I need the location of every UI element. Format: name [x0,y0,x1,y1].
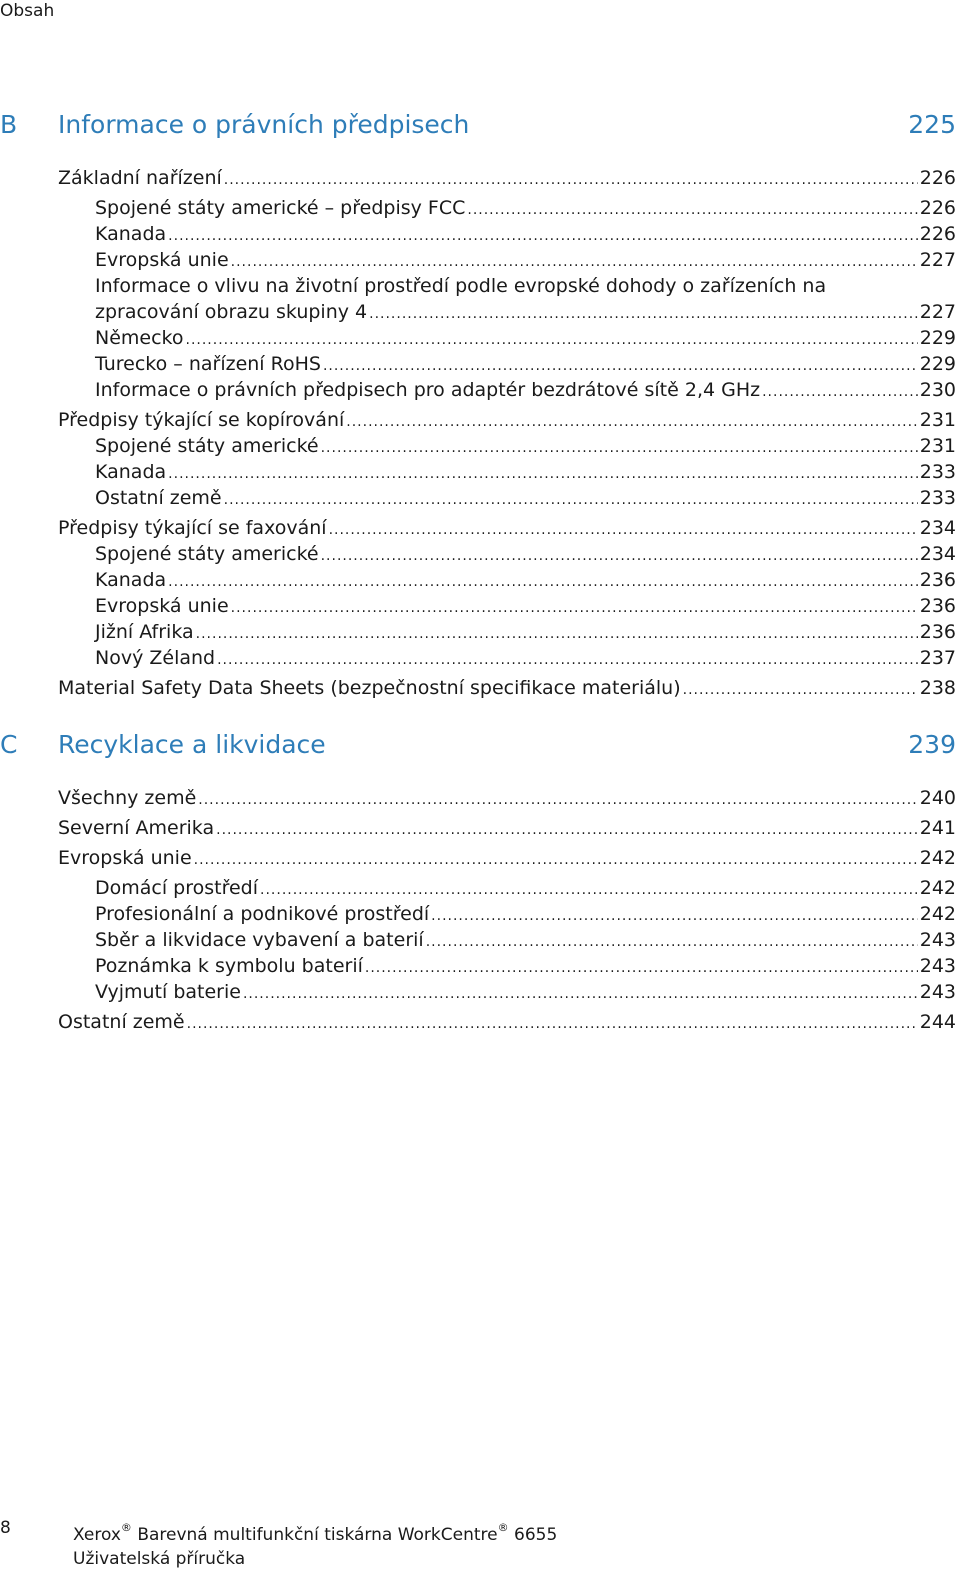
toc-entry-page: 234 [919,517,956,539]
toc-entry-page: 231 [919,409,956,431]
toc-entry-page: 229 [919,327,956,349]
dot-leader [196,621,918,647]
toc-entry-title: Evropská unie [95,595,229,617]
toc-entry[interactable] [0,845,956,871]
dot-leader [323,353,918,379]
toc-entry[interactable] [0,785,956,811]
toc-entry-page: 244 [919,1011,956,1033]
dot-leader [186,327,918,353]
toc-entry-title: Jižní Afrika [95,621,194,643]
toc-subentry[interactable] [0,979,956,1005]
toc-subentry[interactable] [0,927,956,953]
toc-entry-title: Material Safety Data Sheets (bezpečnostní specifikace materiálu) [58,677,681,699]
toc-subentry[interactable] [0,221,956,247]
toc-entry-page: 236 [919,621,956,643]
toc-subentry[interactable] [0,593,956,619]
registered-mark: ® [120,1521,132,1534]
toc-entry-title: Profesionální a podnikové prostředí [95,903,430,925]
toc-subentry[interactable] [0,953,956,979]
running-header: Obsah [0,1,55,21]
toc-subentry[interactable] [0,325,956,351]
toc-subentry[interactable] [0,485,956,511]
toc-entry-page: 238 [919,677,956,699]
dot-leader [431,903,918,929]
toc-subentry[interactable] [0,541,956,567]
toc-entry-page: 236 [919,569,956,591]
dot-leader [217,647,918,673]
dot-leader [426,929,918,955]
toc-entry-title: Kanada [95,223,167,245]
toc-entry[interactable] [0,675,956,701]
toc-entry-title: Evropská unie [95,249,229,271]
footer-product-line [73,1516,557,1547]
footer-subtitle: Uživatelská příručka [73,1549,246,1569]
dot-leader [365,955,918,981]
dot-leader [168,569,918,595]
toc-subentry[interactable] [0,619,956,645]
toc-entry-page: 243 [919,955,956,977]
toc-entry[interactable] [0,815,956,841]
dot-leader [346,409,917,435]
toc-entry-title: Turecko – nařízení RoHS [95,353,321,375]
toc-subentry[interactable] [0,567,956,593]
toc-subentry[interactable] [0,377,956,403]
toc-section-b-list [0,165,956,701]
toc-entry-title: Spojené státy americké – předpisy FCC [95,197,466,219]
section-title: Recyklace a likvidace [58,730,326,759]
dot-leader [243,981,918,1007]
dot-leader [224,167,918,193]
toc-entry-title: Domácí prostředí [95,877,259,899]
section-title: Informace o právních předpisech [58,110,470,139]
toc-subentry[interactable] [0,901,956,927]
toc-section-b-heading[interactable] [0,108,956,142]
toc-entry-page: 236 [919,595,956,617]
dot-leader [683,677,918,703]
toc-entry-title: zpracování obrazu skupiny 4 [95,301,368,323]
toc-subentry[interactable] [0,875,956,901]
footer-brand: Xerox [73,1525,121,1545]
dot-leader [168,461,918,487]
dot-leader [187,1011,918,1037]
toc-entry-title: Evropská unie [58,847,192,869]
dot-leader [231,595,918,621]
toc-entry-page: 242 [919,847,956,869]
toc-entry-title: Ostatní země [58,1011,185,1033]
dot-leader [224,487,918,513]
toc-entry-page: 227 [919,249,956,271]
toc-entry[interactable] [0,1009,956,1035]
toc-entry[interactable] [0,515,956,541]
toc-subentry[interactable] [0,299,956,325]
dot-leader [168,223,918,249]
toc-entry-title: Všechny země [58,787,197,809]
footer-product-info [73,1516,557,1571]
toc-entry[interactable] [0,407,956,433]
footer-model: 6655 [514,1525,558,1545]
toc-section-c-list [0,785,956,1035]
toc-entry-page: 242 [919,903,956,925]
section-letter: B [0,110,18,139]
toc-entry-page: 226 [919,197,956,219]
dot-leader [329,517,918,543]
toc-subentry[interactable] [0,273,956,299]
dot-leader [194,847,918,873]
toc-entry-page: 237 [919,647,956,669]
toc-entry-page: 230 [919,379,956,401]
toc-entry-page: 241 [919,817,956,839]
toc-entry-title: Kanada [95,461,167,483]
dot-leader [321,543,918,569]
toc-entry-page: 233 [919,487,956,509]
toc-entry-title: Předpisy týkající se faxování [58,517,327,539]
toc-entry-title: Nový Zéland [95,647,216,669]
dot-leader [260,877,918,903]
toc-section-c-heading[interactable] [0,728,956,762]
toc-entry-page: 226 [919,167,956,189]
toc-entry-title: Severní Amerika [58,817,215,839]
toc-entry-title: Informace o právních předpisech pro adaptér bezdrátové sítě 2,4 GHz [95,379,761,401]
toc-entry-title: Informace o vlivu na životní prostředí podle evropské dohody o zařízeních na [95,275,827,297]
toc-entry-page: 243 [919,929,956,951]
toc-entry-page: 242 [919,877,956,899]
toc-entry-title: Základní nařízení [58,167,222,189]
dot-leader [231,249,918,275]
toc-entry-title: Ostatní země [95,487,222,509]
toc-entry-page: 233 [919,461,956,483]
toc-entry-title: Spojené státy americké [95,435,319,457]
toc-entry-title: Předpisy týkající se kopírování [58,409,345,431]
toc-entry-page: 227 [919,301,956,323]
toc-entry-page: 229 [919,353,956,375]
dot-leader [467,197,917,223]
toc-entry-page: 226 [919,223,956,245]
toc-entry-title: Sběr a likvidace vybavení a baterií [95,929,424,951]
toc-entry-title: Spojené státy americké [95,543,319,565]
toc-entry-title: Poznámka k symbolu baterií [95,955,363,977]
toc-entry-page: 240 [919,787,956,809]
footer-product: Barevná multifunkční tiskárna WorkCentre [137,1525,498,1545]
dot-leader [321,435,918,461]
section-letter: C [0,730,18,759]
footer-page-number: 8 [0,1518,11,1538]
toc-subentry[interactable] [0,459,956,485]
toc-subentry[interactable] [0,645,956,671]
toc-entry-page: 234 [919,543,956,565]
dot-leader [369,301,918,327]
toc-entry-page: 243 [919,981,956,1003]
toc-entry-title: Kanada [95,569,167,591]
toc-subentry[interactable] [0,247,956,273]
section-page-number: 225 [908,110,956,139]
toc-entry-title: Vyjmutí baterie [95,981,241,1003]
section-page-number: 239 [908,730,956,759]
toc-subentry[interactable] [0,351,956,377]
registered-mark: ® [497,1521,509,1534]
toc-entry[interactable] [0,165,956,191]
toc-subentry[interactable] [0,433,956,459]
dot-leader [762,379,918,405]
dot-leader [198,787,917,813]
toc-entry-page: 231 [919,435,956,457]
dot-leader [216,817,918,843]
toc-entry-title: Německo [95,327,184,349]
toc-subentry[interactable] [0,195,956,221]
